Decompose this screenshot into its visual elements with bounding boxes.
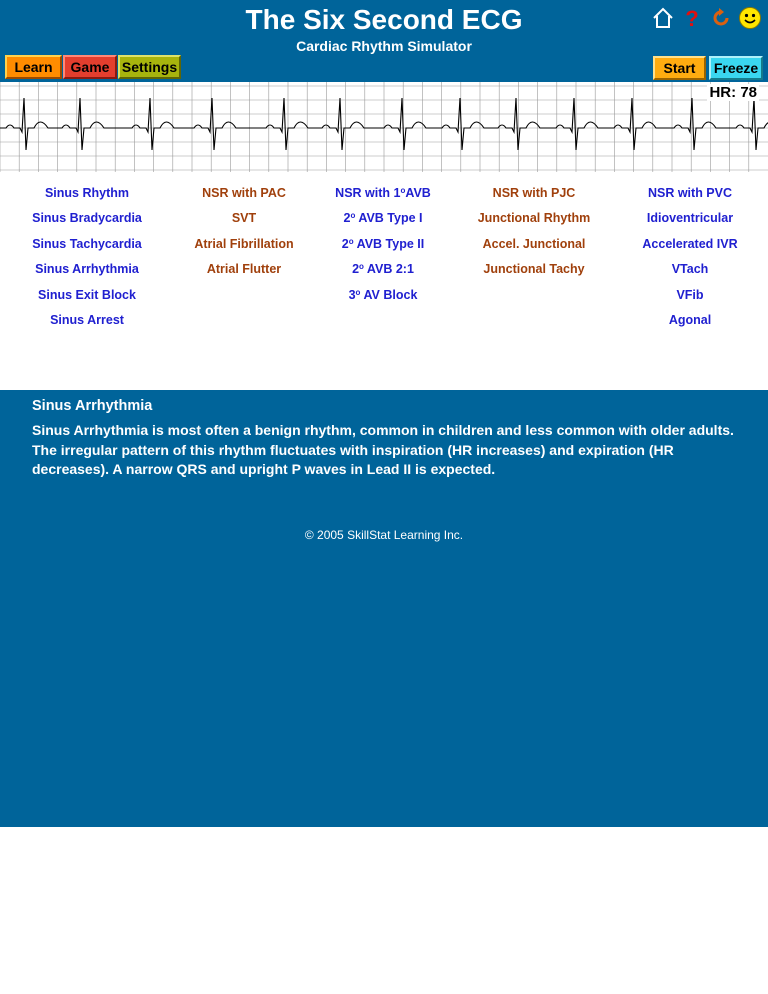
rhythm-atrial-fibrillation[interactable]: Atrial Fibrillation bbox=[194, 236, 294, 251]
rhythm-sinus-rhythm[interactable]: Sinus Rhythm bbox=[44, 186, 130, 200]
rhythm-2avb-21[interactable] bbox=[298, 258, 468, 283]
rhythm-idioventricular[interactable]: Idioventricular bbox=[646, 211, 734, 226]
rhythm-2avb-type1-prefix: 2 bbox=[343, 211, 351, 226]
refresh-icon[interactable] bbox=[709, 6, 733, 30]
rhythm-2avb-21-prefix: 2 bbox=[352, 262, 360, 277]
rhythm-3av-block-prefix: 3 bbox=[348, 287, 356, 302]
rhythm-nsr-1avb-suffix: AVB bbox=[405, 186, 431, 200]
rhythm-2avb-type2[interactable] bbox=[298, 233, 468, 258]
rhythm-2avb-type2-prefix: 2 bbox=[341, 236, 349, 251]
rhythm-2avb-type2-suffix: AVB Type II bbox=[353, 236, 425, 251]
rhythm-junctional[interactable]: Junctional Rhythm bbox=[477, 211, 591, 226]
junctional-column bbox=[449, 182, 619, 284]
rhythm-nsr-pvc[interactable]: NSR with PVC bbox=[647, 186, 733, 200]
ventricular-column bbox=[605, 182, 768, 334]
app-subtitle: Cardiac Rhythm Simulator bbox=[296, 38, 472, 54]
freeze-button[interactable]: Freeze bbox=[709, 56, 763, 80]
home-icon[interactable] bbox=[651, 6, 675, 30]
rhythm-sinus-exit-block[interactable]: Sinus Exit Block bbox=[38, 287, 136, 302]
info-description: Sinus Arrhythmia is most often a benign rhythm, common in children and less common with older adults. The irregular pattern of this rhythm fluctuates with inspiration (HR increases) and expiration (HR decreases). A narrow QRS and upright P waves in Lead II is expected. bbox=[32, 422, 734, 477]
degree-mark: o bbox=[355, 287, 361, 297]
smiley-icon[interactable] bbox=[738, 6, 762, 30]
rhythm-nsr-pac[interactable]: NSR with PAC bbox=[202, 186, 286, 200]
rhythm-accelerated-ivr[interactable]: Accelerated IVR bbox=[642, 236, 738, 251]
heart-rate-readout bbox=[707, 84, 759, 101]
info-title: Sinus Arrhythmia bbox=[32, 398, 153, 414]
rhythm-vtach[interactable]: VTach bbox=[671, 262, 709, 277]
rhythm-nsr-pjc[interactable]: NSR with PJC bbox=[492, 186, 576, 200]
ecg-strip bbox=[0, 82, 768, 172]
settings-button[interactable]: Settings bbox=[118, 55, 181, 79]
degree-mark: o bbox=[359, 262, 364, 272]
rhythm-2avb-21-suffix: AVB 2:1 bbox=[363, 262, 414, 277]
hr-label: HR: bbox=[709, 84, 737, 101]
rhythm-3av-block-suffix: AV Block bbox=[360, 287, 418, 302]
av-block-column bbox=[298, 182, 468, 309]
rhythm-agonal[interactable]: Agonal bbox=[668, 312, 712, 327]
rhythm-nsr-1avb[interactable] bbox=[298, 182, 468, 207]
game-button[interactable]: Game bbox=[63, 55, 117, 79]
learn-button[interactable]: Learn bbox=[5, 55, 62, 79]
sinus-column bbox=[2, 182, 172, 334]
start-button[interactable]: Start bbox=[653, 56, 706, 80]
rhythm-sinus-bradycardia[interactable]: Sinus Bradycardia bbox=[32, 211, 142, 226]
rhythm-nsr-1avb-prefix: NSR with 1 bbox=[335, 186, 401, 200]
rhythm-accel-junctional[interactable]: Accel. Junctional bbox=[482, 236, 586, 251]
rhythm-sinus-tachycardia[interactable]: Sinus Tachycardia bbox=[32, 236, 142, 251]
rhythm-2avb-type1[interactable] bbox=[298, 207, 468, 232]
rhythm-sinus-arrhythmia[interactable]: Sinus Arrhythmia bbox=[35, 262, 139, 277]
help-icon[interactable] bbox=[680, 6, 704, 30]
rhythm-junctional-tachy[interactable]: Junctional Tachy bbox=[483, 262, 585, 277]
rhythm-svt[interactable]: SVT bbox=[231, 211, 257, 226]
rhythm-atrial-flutter[interactable]: Atrial Flutter bbox=[206, 262, 282, 277]
degree-mark: o bbox=[350, 211, 356, 221]
hr-value: 78 bbox=[740, 84, 757, 101]
info-panel bbox=[0, 390, 768, 827]
app-header bbox=[0, 0, 768, 82]
degree-mark: o bbox=[348, 236, 354, 246]
svg-text:?: ? bbox=[685, 6, 699, 30]
degree-mark: o bbox=[400, 186, 406, 195]
rhythm-vfib[interactable]: VFib bbox=[676, 287, 704, 302]
app-title: The Six Second ECG bbox=[245, 4, 523, 35]
copyright: © 2005 SkillStat Learning Inc. bbox=[304, 528, 464, 542]
rhythm-3av-block[interactable] bbox=[298, 284, 468, 309]
rhythm-2avb-type1-suffix: AVB Type I bbox=[355, 211, 423, 226]
rhythm-sinus-arrest[interactable]: Sinus Arrest bbox=[50, 312, 124, 327]
